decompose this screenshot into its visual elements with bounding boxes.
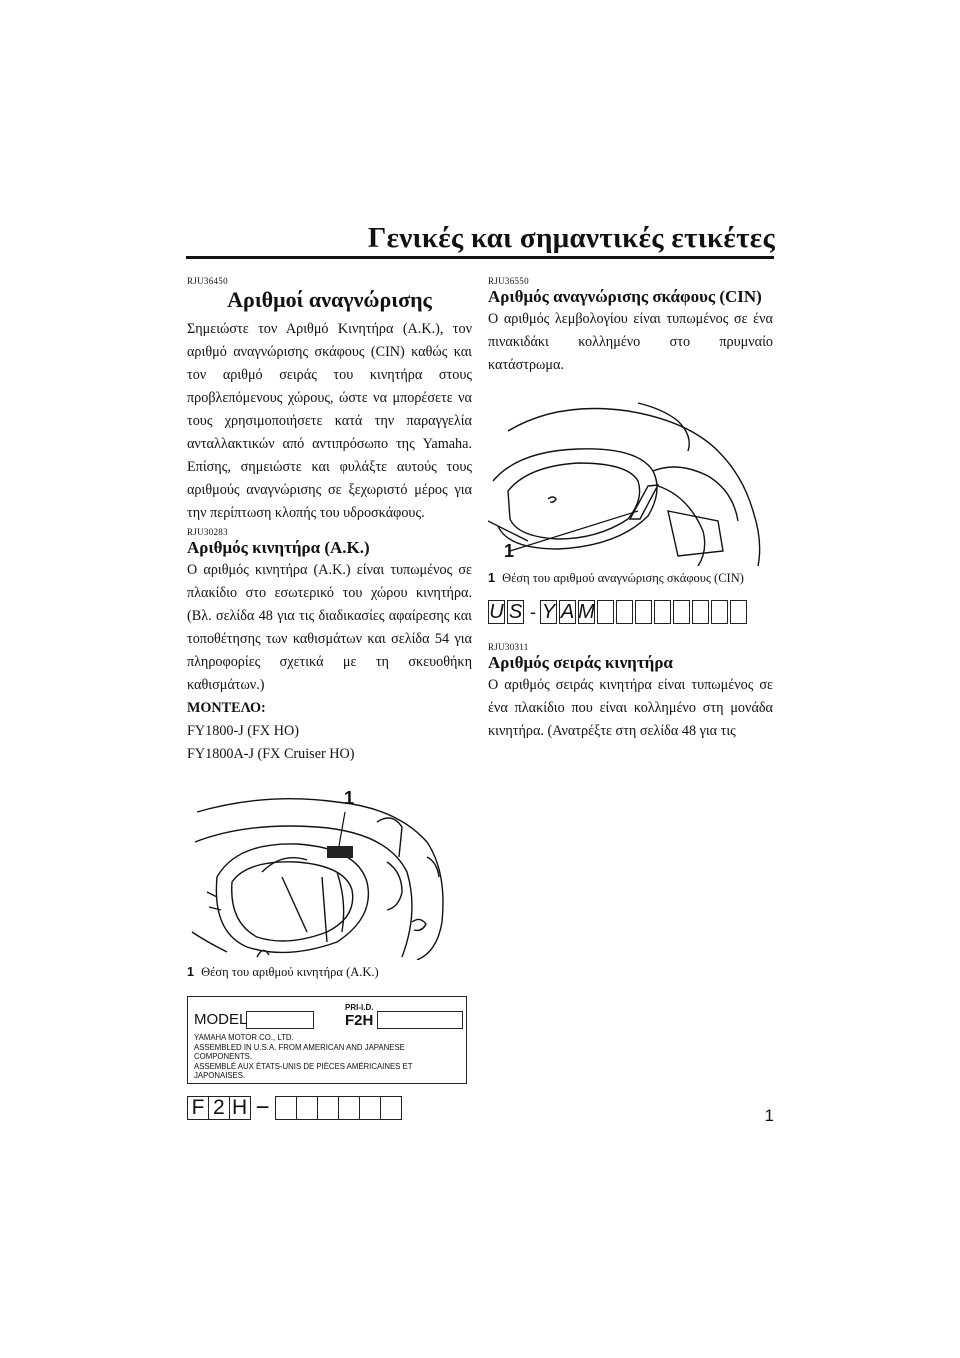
section-code: RJU30311 bbox=[488, 642, 529, 652]
engine-compartment-drawing bbox=[187, 782, 472, 960]
figure-caption bbox=[488, 570, 773, 586]
cin-dash: - bbox=[530, 601, 536, 622]
cin-char: S bbox=[508, 600, 523, 623]
engine-code-blank bbox=[359, 1096, 381, 1120]
label-line: JAPONAISES. bbox=[194, 1071, 246, 1080]
cin-blank bbox=[597, 600, 614, 624]
label-line: YAMAHA MOTOR CO., LTD. bbox=[194, 1033, 294, 1042]
left-column bbox=[187, 276, 472, 1122]
model-entry: FY1800A-J (FX Cruiser HO) bbox=[187, 746, 355, 762]
engine-serial-paragraph: Ο αριθμός σειράς κινητήρα είναι τυπωμένος σε ένα πλακίδιο που είναι κολλημένο στη μονάδα κινητήρα. (Ανατρέξτε στη σελίδα 48 για τις bbox=[488, 677, 773, 739]
caption-text: Θέση του αριθμού κινητήρα (Α.Κ.) bbox=[201, 965, 379, 979]
cin-blank bbox=[654, 600, 671, 624]
cin-char: M bbox=[578, 600, 595, 623]
identification-paragraph: Σημειώστε τον Αριθμό Κινητήρα (Α.Κ.), τον αριθμό αναγνώρισης σκάφους (CIN) καθώς και τον αριθμό σειράς του κινητήρα στους προβλεπόμενους χώρους, ώστε να μπορέσετε να τους χρησιμοποιήσετε κατά την παραγγελία ανταλλακτικών από αντιπρόσωπο της Yamaha. Επίσης, σημειώστε και φυλάξτε αυτούς τους αριθμούς αναγνώρισης σε ξεχωριστό μέρος για την περίπτωση κλοπής του υδροσκάφους. bbox=[187, 321, 472, 521]
engine-id-label bbox=[187, 996, 467, 1084]
section-code: RJU30283 bbox=[187, 527, 228, 537]
stern-deck-illustration bbox=[488, 391, 773, 566]
label-manufacturer-text bbox=[194, 1033, 413, 1081]
engine-code-char: H bbox=[229, 1096, 251, 1120]
cin-paragraph: Ο αριθμός λεμβολογίου είναι τυπωμένος σε ένα πινακιδάκι κολλημένο στο πρυμναίο κατάστρωμα. bbox=[488, 311, 773, 373]
label-line: COMPONENTS. bbox=[194, 1052, 253, 1061]
engine-code-blank bbox=[380, 1096, 402, 1120]
right-column bbox=[488, 276, 773, 743]
label-code-box bbox=[377, 1011, 463, 1029]
caption-number: 1 bbox=[187, 965, 194, 979]
engine-code-dash: − bbox=[255, 1094, 270, 1121]
section-code: RJU36550 bbox=[488, 276, 529, 286]
page-header-title: Γενικές και σημαντικές ετικέτες bbox=[367, 222, 775, 254]
cin-blank bbox=[692, 600, 709, 624]
engine-number-paragraph: Ο αριθμός κινητήρα (Α.Κ.) είναι τυπωμένος σε πλακίδιο στο εσωτερικό του χώρου κινητήρα. (Βλ. σελίδα 48 για τις διαδικασίες αφαίρεσης και τοποθέτησης των καθισμάτων και σελίδα 54 για πληροφορίες σχετικά με τη σκευοθήκη καθισμάτων.) bbox=[187, 562, 472, 693]
caption-text: Θέση του αριθμού αναγνώρισης σκάφους (CIN) bbox=[502, 571, 744, 585]
engine-code-blank bbox=[275, 1096, 297, 1120]
engine-code-char: F bbox=[187, 1096, 209, 1120]
header-rule bbox=[186, 256, 774, 259]
label-line: ASSEMBLED IN U.S.A. FROM AMERICAN AND JAPANESE bbox=[194, 1042, 405, 1052]
section-heading-engine-serial: Αριθμός σειράς κινητήρα bbox=[488, 653, 673, 672]
engine-compartment-illustration bbox=[187, 782, 472, 960]
label-code: F2H bbox=[345, 1012, 374, 1029]
label-line: ASSEMBLÉ AUX ÉTATS-UNIS DE PIÈCES AMÉRICAINES ET bbox=[194, 1061, 413, 1071]
model-label: ΜΟΝΤΕΛΟ: bbox=[187, 700, 266, 716]
cin-blank bbox=[616, 600, 633, 624]
label-pri-id: PRI-I.D. bbox=[345, 1003, 374, 1012]
model-entry: FY1800-J (FX HO) bbox=[187, 723, 299, 739]
cin-char: U bbox=[489, 600, 504, 623]
engine-code-char: 2 bbox=[208, 1096, 230, 1120]
cin-char: Y bbox=[541, 600, 556, 623]
figure-callout-number: 1 bbox=[504, 541, 515, 561]
engine-code-blank bbox=[296, 1096, 318, 1120]
engine-code-blank bbox=[338, 1096, 360, 1120]
stern-deck-drawing bbox=[488, 391, 773, 566]
cin-blank bbox=[635, 600, 652, 624]
engine-code-blank bbox=[317, 1096, 339, 1120]
figure-caption bbox=[187, 964, 472, 980]
cin-blank bbox=[711, 600, 728, 624]
label-model-text: MODEL bbox=[194, 1011, 248, 1028]
figure-callout-number: 1 bbox=[344, 788, 355, 808]
label-model-box bbox=[246, 1011, 314, 1029]
caption-number: 1 bbox=[488, 571, 495, 585]
cin-blank bbox=[673, 600, 690, 624]
cin-entry bbox=[488, 600, 773, 624]
cin-char: A bbox=[560, 600, 575, 623]
section-heading-engine-number: Αριθμός κινητήρα (Α.Κ.) bbox=[187, 538, 370, 557]
cin-blank bbox=[730, 600, 747, 624]
section-heading-cin: Αριθμός αναγνώρισης σκάφους (CIN) bbox=[488, 287, 762, 306]
page-number: 1 bbox=[764, 1106, 774, 1125]
engine-number-entry bbox=[187, 1094, 472, 1122]
section-code: RJU36450 bbox=[187, 276, 228, 286]
section-heading-identification-numbers: Αριθμοί αναγνώρισης bbox=[227, 287, 432, 312]
